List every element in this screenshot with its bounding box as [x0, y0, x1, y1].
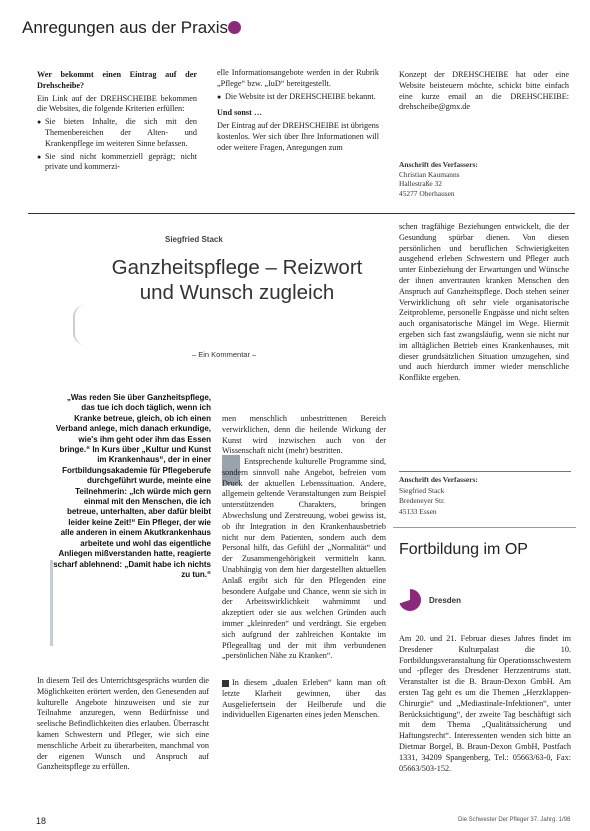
address-divider [399, 471, 571, 472]
top-column-1 [37, 70, 197, 175]
journal-source: Die Schwester Der Pfleger 37. Jahrg. 1/98 [458, 817, 571, 823]
top-c1-heading: Wer bekommt einen Eintrag auf der Drehscheibe? [37, 70, 197, 90]
info-box-title: Fortbildung im OP [399, 541, 528, 558]
article-column-2-body [222, 457, 386, 664]
page-number: 18 [36, 816, 47, 826]
article-lead-quote: „Was reden Sie über Ganzheitspflege, das tue ich doch täglich, wenn ich Kranke betreue, gleich, ob ich einen Verband anlege, mich danach erkundige, wie's ihm geht oder ihm das Essen bringe.“ In Kurs über „Kultur und Kunst im Krankenhaus“, der in einer Fortbildungsakademie für Pflegeberufe durchgeführt wurde, meinte eine Teilnehmerin: „Ich würde mich gern einmal mit den Menschen, die ich betreue, unterhalten, aber dafür bleibt leider keine Zeit!“ Ein Pfleger, der wie alle anderen in einem Akutkrankenhaus arbeitete und wohl das eigentliche Anliegen mißverstanden hatte, reagierte scharf ablehnend: „Damit habe ich nichts zu tun.“ [53, 393, 211, 579]
top-column-2 [217, 68, 379, 156]
top-c3-para-1: Konzept der DREHSCHEIBE hat oder eine Website beisteuern möchte, schickt bitte einfach eine kurze email an die DREHSCHEIBE: drehscheibe@gmx.de [399, 70, 569, 112]
pie-marker-icon [399, 589, 421, 611]
quote-decoration-icon [73, 305, 91, 345]
article-column-1 [37, 676, 209, 775]
article-c2-bottom: In diesem „dualen Erleben“ kann man oft letzte Klarheit gewinnen, über das Ausgeliefertsein der Heilberufe und die individuellen Eigenarten eines jeden Menschen. [222, 678, 386, 720]
article-c1-body: In diesem Teil des Unterrichtsgesprächs wurden die Möglichkeiten erörtert werden, den Genesenden auf kulturelle Angebote hinzuweisen und sie zur Teilnahme anzuregen, wenn Bedürfnisse und seelische Befindlichkeiten dies erlauben. Überrascht kamen Schwestern und Pfleger, wie sich eine menschliche Arbeit zu überarbeiten, manchmal von der eigenen Wunsch und Anspruch auf Ganzheitspflege zu erfüllen. [37, 676, 209, 772]
paragraph-marker-icon [222, 680, 229, 687]
article-address-line-1: Siegfried Stack [399, 485, 445, 495]
info-box-body: Am 20. und 21. Februar dieses Jahres findet im Dresdener Kulturpalast die 10. Fortbildungsveranstaltung für Operationsschwestern und -pfleger des Dresdener Herzzentrums statt. Veranstalter ist die B. Braun-Dexon GmbH. Am ersten Tag geht es um die Themen „Herzklappen-Chirurgie“ und „Mediastinale-Infektionen“, unter Berücksichtigung“, der zweite Tag beschäftigt sich mit dem Thema „Qualitätssicherung und Haftungsrecht“. Interessenten wenden sich bitte an Dietmar Borgel, B. Braun-Dexon GmbH, Postfach 1331, 34209 Spangenberg, Tel.: 05663/63-0, Fax: 05663/503-152. [399, 634, 571, 773]
top-address-line-3: 45277 Oberhausen [399, 188, 455, 198]
article-address-line-3: 45133 Essen [399, 506, 437, 516]
top-address-line-2: Hallestraße 32 [399, 179, 442, 188]
top-address-label: Anschrift des Verfassers: [399, 160, 478, 169]
article-c2-top: men menschlich unbestrittenen Bereich verwirklichen, denn die heilende Wirkung der Kunst wird inzwischen auch von der Wissenschaft nicht (mehr) bestritten. [222, 414, 386, 456]
top-c2-heading: Und sonst … [217, 108, 263, 118]
info-box-text [399, 634, 571, 776]
article-column-2-top [222, 414, 386, 459]
top-c2-bullet-1: ● Die Website ist der DREHSCHEIBE bekannt. [217, 92, 379, 103]
info-box-city: Dresden [429, 596, 462, 605]
section-divider [28, 213, 575, 214]
top-c2-para-1: elle Informationsangebote werden in der Rubrik „Pflege“ bzw. „IuD“ bereitgestellt. [217, 68, 379, 88]
top-c1-bullet-2: ● Sie sind nicht kommerziell geprägt; nicht private und kommerzi- [37, 152, 197, 174]
article-author: Siegfried Stack [165, 235, 223, 244]
section-dot-icon [228, 21, 241, 34]
top-c1-bullet-1: ● Sie bieten Inhalte, die sich mit den Themenbereichen der Alten- und Krankenpflege im weiteren Sinne befassen. [37, 117, 197, 149]
section-title: Anregungen aus der Praxis [22, 18, 229, 37]
article-c2-body: Entsprechende kulturelle Programme sind, sondern sinnvoll nahe Angebot, befreien vom Druck der aktuellen Lebenssituation. Andere, allgemein geltende Veranstaltungen zum Beispiel unterstützenden Charakters, bringen Abwechslung und Zerstreuung, wobei gewiss ist, ob ihr Integration in den Krankenhausbetrieb nicht nur dem Patienten, sondern auch dem Personal hilft, das Gefühl der „Normalität“ und der Zusammengehörigkeit vermitteln kann. Unabhängig von dem hier dargestellten aktuellen Anlaß ergibt sich für den Pflegenden eine besondere Aufgabe und Chance, wenn sie sich in der Arbeitswirklichkeit wahrnimmt und akzeptiert oder sie aus welchen Gründen auch immer „kleinreden“ und verdrängt. Sie ergeben sich aufgrund der zahlreichen Kontakte im Pflegealltag und der mit ihm verbundenen „persönlichen Nähe zu Kranken“. [222, 457, 386, 661]
article-column-3 [399, 222, 569, 386]
top-author-address [399, 160, 569, 198]
article-author-address [399, 475, 569, 517]
article-headline: Ganzheitspflege – Reizwort und Wunsch zugleich [111, 256, 363, 304]
top-c2-para-2: Der Eintrag auf der DREHSCHEIBE ist übrigens kostenlos. Wer sich über Ihre Informationen will oder weitere Fragen, Anregungen zum [217, 121, 379, 152]
article-address-label: Anschrift des Verfassers: [399, 475, 478, 484]
article-c3-body: schen tragfähige Beziehungen entwickelt, die der Gesundung spürbar dienen. Von diesen persönlichen und beruflichen Schwierigkeiten ausgehend erleben Schwestern und Pfleger auch unter Einbeziehung der Erwartungen und Wünsche der ihnen anvertrauten kranken Menschen den Anspruch auf Ganzheitspflege. Doch stehen seiner Verwirklichung oft sehr viele organisatorische Zeitprobleme, personelle Engpässe und nicht selten auch organisatorische Mängel im Wege. Hiermit ergeben sich fast zwangsläufig, wenn sie nicht nur im alltäglichen Betrieb eines Krankenhauses, mit dieser grundsätzlichen Situation umzugehen, sind und auch hierdurch immer wieder menschliche Konflikte ergeben. [399, 222, 569, 383]
top-column-3 [399, 70, 569, 115]
top-address-line-1: Christian Kaumanns [399, 169, 460, 179]
article-address-line-2: Bredeneyer Str. [399, 496, 445, 505]
top-c1-intro: Ein Link auf der DREHSCHEIBE bekommen die Websites, die folgende Kriterien erfüllen: [37, 93, 197, 114]
article-subhead: – Ein Kommentar – [192, 350, 257, 359]
article-column-2-bottom [222, 678, 386, 723]
